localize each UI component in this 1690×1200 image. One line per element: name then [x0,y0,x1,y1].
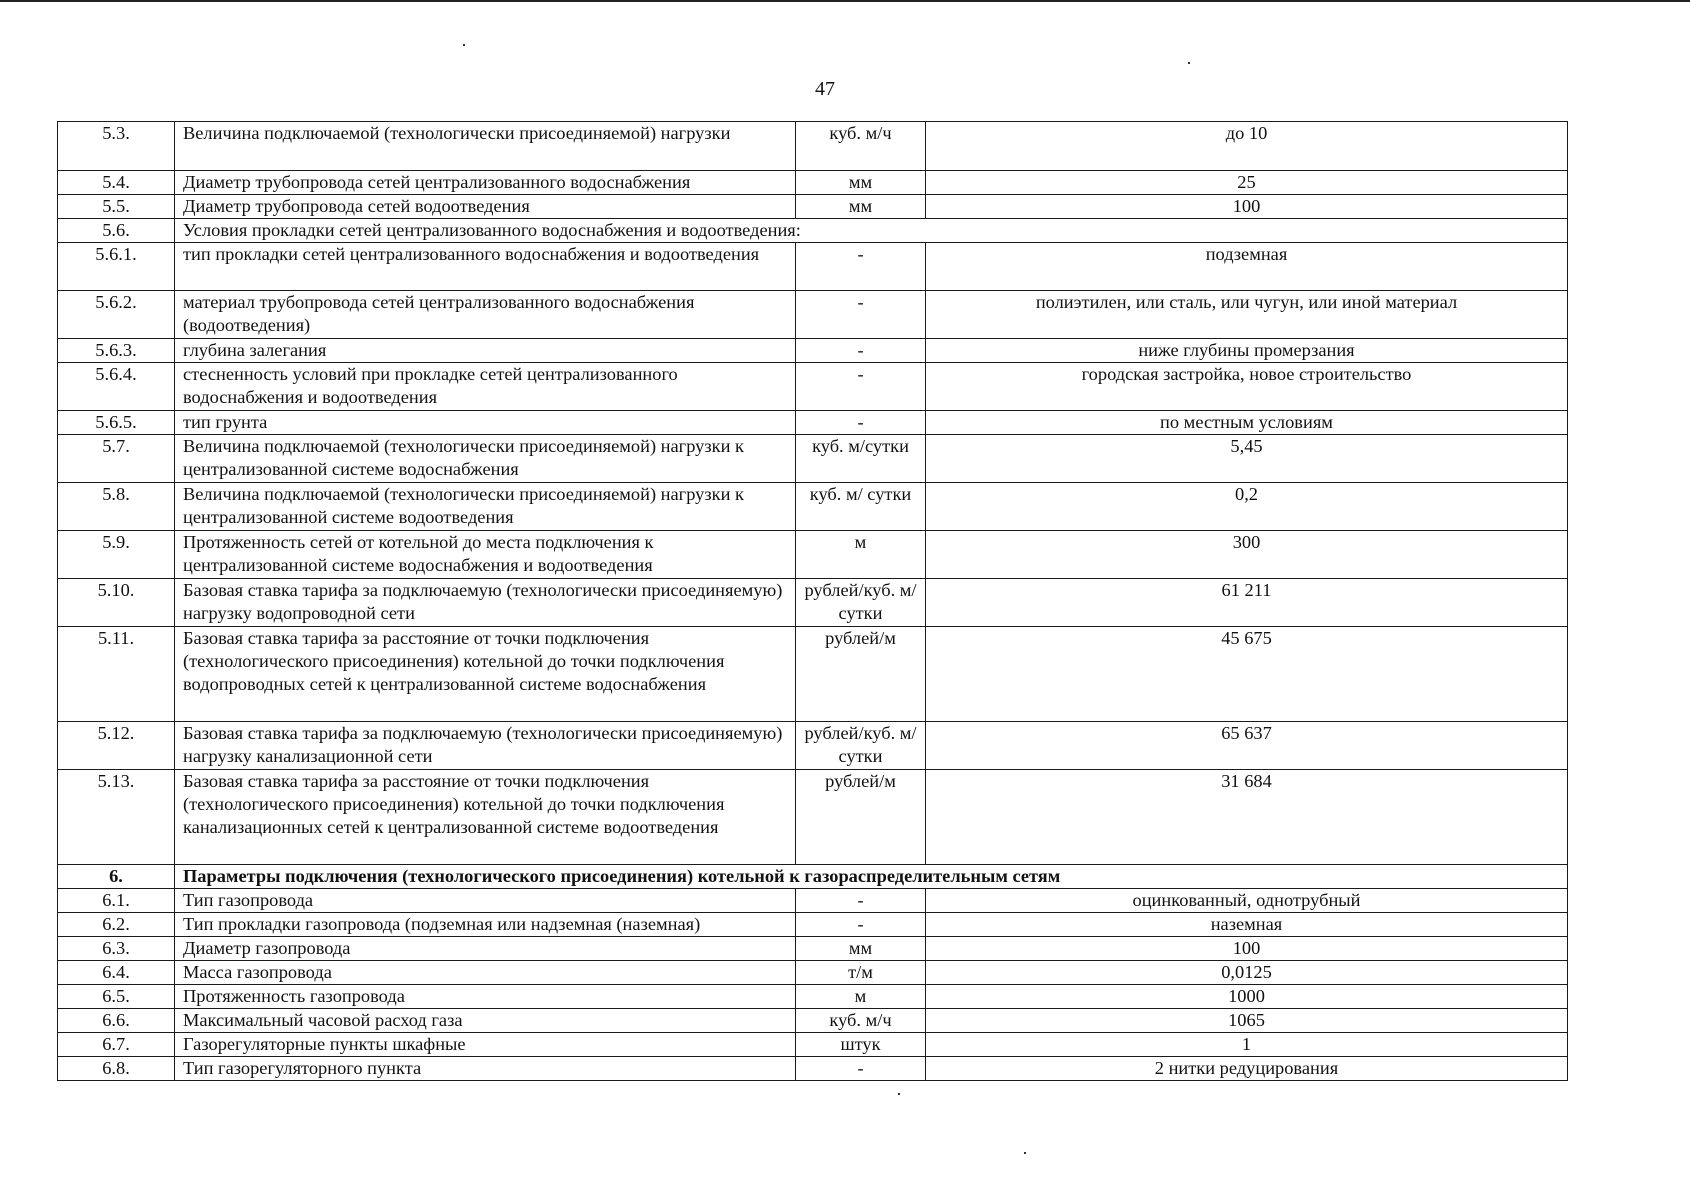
table-row [58,483,1568,531]
table-row [58,122,1568,171]
unit: мм [796,195,926,219]
unit: куб. м/ч [796,122,926,171]
row-number: 6. [58,865,175,889]
parameter-name: стесненность условий при прокладке сетей централизованного водоснабжения и водоотведения [175,363,796,411]
scan-top-edge [0,0,1690,2]
parameter-value: 1 [926,1033,1568,1057]
row-number: 6.1. [58,889,175,913]
parameter-name: тип грунта [175,411,796,435]
parameter-value: 31 684 [926,770,1568,865]
parameter-value: 0,0125 [926,961,1568,985]
parameter-value: по местным условиям [926,411,1568,435]
row-number: 6.8. [58,1057,175,1081]
row-number: 6.2. [58,913,175,937]
parameter-name: Протяженность газопровода [175,985,796,1009]
table-row [58,889,1568,913]
row-number: 5.6.1. [58,243,175,291]
parameter-value: 1000 [926,985,1568,1009]
parameter-name: Тип газопровода [175,889,796,913]
parameter-value: 61 211 [926,579,1568,627]
row-number: 5.7. [58,435,175,483]
table-row [58,171,1568,195]
row-number: 5.13. [58,770,175,865]
table-row [58,243,1568,291]
row-number: 6.5. [58,985,175,1009]
unit: м [796,985,926,1009]
table-row [58,985,1568,1009]
parameters-table-body [58,122,1568,1081]
table-row [58,531,1568,579]
parameter-value: 25 [926,171,1568,195]
parameter-name: Диаметр трубопровода сетей водоотведения [175,195,796,219]
parameter-value: 300 [926,531,1568,579]
parameter-value: 0,2 [926,483,1568,531]
table-row [58,291,1568,339]
parameter-value: полиэтилен, или сталь, или чугун, или иной материал [926,291,1568,339]
unit: - [796,291,926,339]
parameter-name: материал трубопровода сетей централизованного водоснабжения (водоотведения) [175,291,796,339]
unit: т/м [796,961,926,985]
row-number: 5.9. [58,531,175,579]
unit: - [796,889,926,913]
unit: рублей/куб. м/сутки [796,579,926,627]
parameter-value: 65 637 [926,722,1568,770]
scan-speck [1024,1152,1026,1154]
parameter-value: 100 [926,195,1568,219]
parameter-name: Диаметр трубопровода сетей централизованного водоснабжения [175,171,796,195]
unit: куб. м/сутки [796,435,926,483]
section-row [58,219,1568,243]
parameter-value: оцинкованный, однотрубный [926,889,1568,913]
table-row [58,913,1568,937]
parameter-name: Газорегуляторные пункты шкафные [175,1033,796,1057]
unit: мм [796,937,926,961]
row-number: 5.4. [58,171,175,195]
parameter-value: 45 675 [926,627,1568,722]
table-row [58,579,1568,627]
parameter-name: Диаметр газопровода [175,937,796,961]
row-number: 5.6.4. [58,363,175,411]
parameter-name: тип прокладки сетей централизованного водоснабжения и водоотведения [175,243,796,291]
row-number: 5.6.5. [58,411,175,435]
parameter-name: Масса газопровода [175,961,796,985]
section-row [58,865,1568,889]
unit: куб. м/ч [796,1009,926,1033]
parameter-name: Базовая ставка тарифа за расстояние от точки подключения (технологического присоединения) котельной до точки подключения водопроводных сетей к централизованной системе водоснабжения [175,627,796,722]
parameter-name: Базовая ставка тарифа за подключаемую (технологически присоединяемую) нагрузку канализационной сети [175,722,796,770]
row-number: 5.6. [58,219,175,243]
table-row [58,339,1568,363]
parameter-name: Протяженность сетей от котельной до места подключения к централизованной системе водоснабжения и водоотведения [175,531,796,579]
unit: м [796,531,926,579]
row-number: 6.7. [58,1033,175,1057]
table-row [58,1009,1568,1033]
parameter-value: 100 [926,937,1568,961]
row-number: 5.6.2. [58,291,175,339]
parameter-value: до 10 [926,122,1568,171]
table-row [58,1057,1568,1081]
parameter-value: городская застройка, новое строительство [926,363,1568,411]
table-row [58,722,1568,770]
unit: - [796,1057,926,1081]
table-row [58,411,1568,435]
unit: рублей/м [796,770,926,865]
parameter-value: ниже глубины промерзания [926,339,1568,363]
row-number: 6.4. [58,961,175,985]
unit: - [796,243,926,291]
row-number: 5.11. [58,627,175,722]
parameter-name: Условия прокладки сетей централизованного водоснабжения и водоотведения: [175,219,1568,243]
parameter-name: Величина подключаемой (технологически присоединяемой) нагрузки к централизованной системе водоотведения [175,483,796,531]
parameter-value: 2 нитки редуцирования [926,1057,1568,1081]
parameters-table [57,121,1568,1081]
row-number: 6.6. [58,1009,175,1033]
unit: - [796,913,926,937]
parameter-value: 1065 [926,1009,1568,1033]
parameter-value: подземная [926,243,1568,291]
table-row [58,195,1568,219]
row-number: 5.12. [58,722,175,770]
scan-speck [898,1093,900,1095]
unit: штук [796,1033,926,1057]
table-row [58,363,1568,411]
table-row [58,937,1568,961]
unit: мм [796,171,926,195]
unit: рублей/м [796,627,926,722]
parameter-name: глубина залегания [175,339,796,363]
row-number: 5.5. [58,195,175,219]
row-number: 5.10. [58,579,175,627]
scan-speck [1188,62,1190,64]
table-row [58,770,1568,865]
row-number: 6.3. [58,937,175,961]
parameter-name: Параметры подключения (технологического присоединения) котельной к газораспределительным сетям [175,865,1568,889]
parameter-name: Тип прокладки газопровода (подземная или надземная (наземная) [175,913,796,937]
parameter-value: 5,45 [926,435,1568,483]
parameter-name: Базовая ставка тарифа за подключаемую (технологически присоединяемую) нагрузку водопроводной сети [175,579,796,627]
unit: куб. м/ сутки [796,483,926,531]
table-row [58,435,1568,483]
parameter-value: наземная [926,913,1568,937]
parameter-name: Максимальный часовой расход газа [175,1009,796,1033]
scan-speck [463,44,465,46]
table-row [58,961,1568,985]
row-number: 5.8. [58,483,175,531]
parameter-name: Тип газорегуляторного пункта [175,1057,796,1081]
row-number: 5.3. [58,122,175,171]
unit: - [796,363,926,411]
unit: - [796,411,926,435]
parameter-name: Величина подключаемой (технологически присоединяемой) нагрузки к централизованной системе водоснабжения [175,435,796,483]
table-row [58,1033,1568,1057]
row-number: 5.6.3. [58,339,175,363]
unit: рублей/куб. м/сутки [796,722,926,770]
page-number: 47 [815,78,835,100]
table-row [58,627,1568,722]
parameter-name: Величина подключаемой (технологически присоединяемой) нагрузки [175,122,796,171]
parameter-name: Базовая ставка тарифа за расстояние от точки подключения (технологического присоединения) котельной до точки подключения канализационных сетей к централизованной системе водоотведения [175,770,796,865]
unit: - [796,339,926,363]
